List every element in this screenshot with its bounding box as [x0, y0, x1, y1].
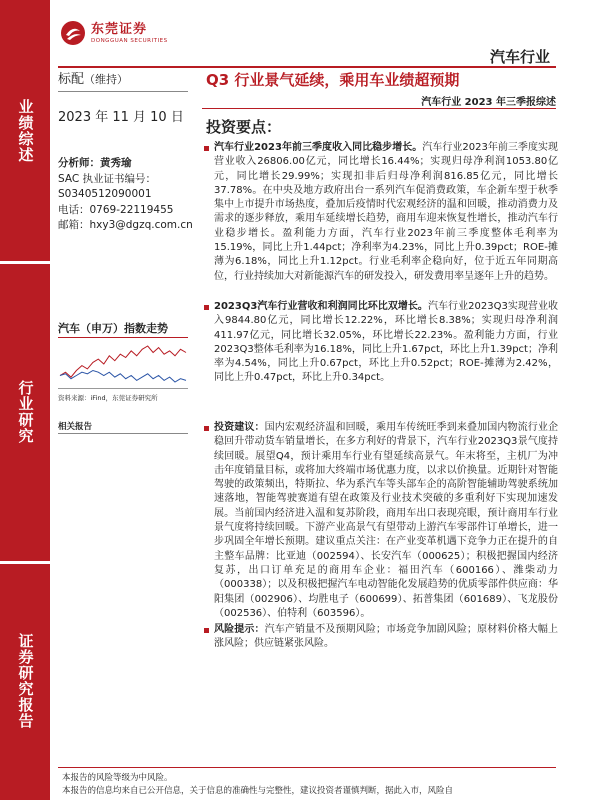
bullet-square-icon	[204, 426, 209, 431]
paragraph-2-body: 汽车行业2023Q3实现营业收入9844.80亿元，同比增长12.22%，环比增长8.38%；实现归母净利润411.97亿元，同比增长32.05%，环比增长22.23%。盈利能力方面，行业2023Q3整体毛利率为16.18%，同比上升1.67pct，环比上升1.39pct；净利率为4.54%，同比上升0.67pct，环比上升0.52pct；ROE-摊薄为2.42%，同比上升0.47pct，环比上升0.34pct。	[214, 301, 558, 384]
chart-series-line-0	[60, 346, 186, 377]
sac-code: S0340512090001	[58, 188, 152, 200]
chart-source: 资料来源：iFind，东莞证券研究所	[58, 394, 158, 402]
chart-top-rule	[58, 337, 188, 338]
related-reports-label: 相关报告	[58, 422, 93, 432]
logo-company-cn: 东莞证券	[91, 21, 148, 37]
paragraph-3-body: 国内宏观经济温和回暖，乘用车传统旺季到来叠加国内物流行业企稳回升带动货车销量增长，在多方利好的背景下，汽车行业2023Q3景气度持续回暖。展望Q4，预计乘用车行业有望延续高景气。年末将至，主机厂为冲击年度销量目标，或将加大终端市场优惠力度，以求以价换量。近期针对智能驾驶的政策频出，特斯拉、华为系汽车等头部车企的高阶智能辅助驾驶系统加速落地，智能驾驶赛道有望在政策及行业技术突破的多重利好下实现加速发展。当前国内经济进入温和复苏阶段，商用车出口表现亮眼，预计商用车行业景气度将持续回暖。下游产业高景气有望带动上游汽车零部件订单增长，进一步巩固全年增长预期。建议重点关注：在产业变革机遇下竞争力正在提升的自主整车品牌：比亚迪（002594）、长安汽车（000625）；积极把握国内经济复苏，出口订单充足的商用车企业：福田汽车（600166）、潍柴动力（000338）；以及积极把握汽车电动智能化发展趋势的优质零部件供应商：华阳集团（002906）、均胜电子（600699）、拓普集团（601689）、飞龙股份（002536）、伯特利（603596）。	[214, 422, 559, 619]
rating-value: 标配	[58, 72, 85, 87]
side-label-top: 业绩综述	[0, 0, 50, 262]
side-label-bottom: 证券研究报告	[0, 562, 50, 800]
side-label-mid: 行业研究	[0, 262, 50, 562]
sac-label: SAC 执业证书编号：	[58, 172, 157, 185]
disclaimer-line: 本报告的风险等级为中风险。	[62, 773, 173, 783]
paragraph-1	[214, 141, 558, 284]
analyst-name: 黄秀瑜	[100, 157, 132, 169]
company-logo	[60, 20, 168, 46]
divider	[58, 91, 188, 92]
analyst-info	[58, 156, 193, 234]
rating	[58, 70, 188, 90]
paragraph-1-body: 汽车行业2023年前三季度实现营业收入26806.00亿元，同比增长16.44%；实现归母净利润1053.80亿元，同比增长29.99%；实现扣非后归母净利润816.85亿元，同比增长37.78%。在中央及地方政府出台一系列汽车促消费政策，车企新车型于秋季集中上市提升市场热度，叠加后疫情时代宏观经济的温和回暖，推动消费力及需求的逐步释放，乘用车延续增长趋势，商用车迎来恢复性增长，推动汽车行业稳步增长。盈利能力方面，汽车行业2023年前三季度整体毛利率为15.19%，同比上升1.44pct；净利率为4.23%，同比上升0.39pct；ROE-摊薄为6.18%，同比上升1.12pct。行业毛利率企稳向好，位于近五年同期高位，行业持续加大对新能源汽车的研发投入，研发费用率呈逐年上升的趋势。	[214, 142, 558, 282]
chart-bottom-rule	[58, 388, 188, 389]
paragraph-4-lead: 风险提示：	[214, 624, 265, 635]
side-separator	[0, 261, 50, 264]
paragraph-2	[214, 300, 558, 386]
bullet-square-icon	[204, 146, 209, 151]
bullet-square-icon	[204, 305, 209, 310]
side-band	[0, 0, 50, 800]
paragraph-1-lead: 汽车行业2023年前三季度收入同比稳步增长。	[214, 142, 423, 153]
logo-emblem-icon	[60, 20, 86, 46]
paragraph-3	[214, 421, 558, 621]
section-heading: 投资要点：	[206, 118, 282, 136]
paragraph-3-lead: 投资建议：	[214, 422, 265, 433]
report-date: 2023 年 11 月 10 日	[58, 110, 184, 125]
analyst-email: 邮箱：hxy3@dgzq.com.cn	[58, 219, 193, 231]
index-trend-chart	[56, 342, 190, 386]
footer-divider	[58, 767, 556, 768]
logo-company-en: DONGGUAN SECURITIES	[91, 37, 168, 44]
paragraph-4	[214, 623, 558, 652]
report-subtitle: 汽车行业 2023 年三季报综述	[421, 97, 556, 108]
analyst-label: 分析师：	[58, 157, 100, 169]
report-title: Q3 行业景气延续，乘用车业绩超预期	[206, 71, 460, 89]
chart-title: 汽车（申万）指数走势	[58, 322, 168, 335]
disclaimer-line: 本报告的信息均来自已公开信息，关于信息的准确性与完整性，建议投资者谨慎判断，据此入市，风险自	[62, 786, 454, 796]
paragraph-4-body: 汽车产销量不及预期风险；市场竞争加剧风险；原材料价格大幅上涨风险；供应链紧张风险。	[214, 624, 559, 650]
header-divider	[58, 66, 556, 68]
bullet-square-icon	[204, 628, 209, 633]
divider	[58, 433, 188, 434]
disclaimer	[62, 772, 562, 798]
paragraph-2-lead: 2023Q3汽车行业营收和利润同比环比双增长。	[214, 301, 428, 312]
industry-label: 汽车行业	[489, 48, 550, 66]
analyst-phone: 电话：0769-22119455	[58, 203, 174, 216]
rating-suffix: （维持）	[84, 73, 129, 86]
title-divider	[202, 108, 556, 109]
chart-series-line-1	[60, 371, 186, 383]
side-separator	[0, 561, 50, 564]
